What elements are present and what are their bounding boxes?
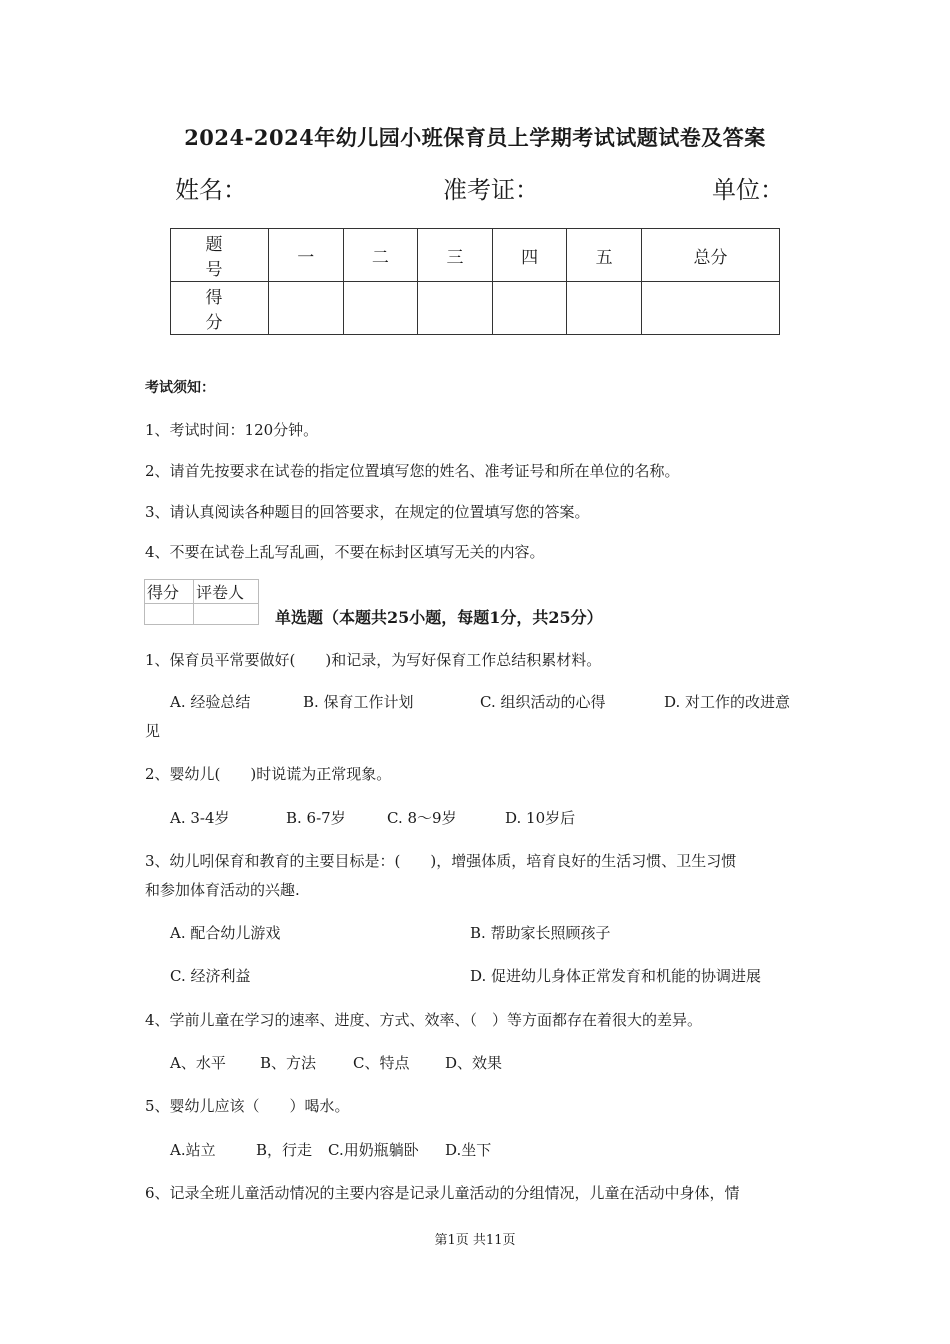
grader-score-cell[interactable] <box>145 604 194 625</box>
score-table-col: 总分 <box>641 229 779 282</box>
notice-item: 4、不要在试卷上乱写乱画，不要在标封区填写无关的内容。 <box>145 543 545 561</box>
score-cell[interactable] <box>641 282 779 335</box>
question-2-option-d[interactable]: D. 10岁后 <box>505 809 576 827</box>
question-4-option-b[interactable]: B、方法 <box>260 1054 317 1072</box>
question-2-option-c[interactable]: C. 8～9岁 <box>387 809 457 827</box>
score-cell[interactable] <box>418 282 493 335</box>
question-4-stem: 4、学前儿童在学习的速率、进度、方式、效率、（ ）等方面都存在着很大的差异。 <box>145 1011 703 1029</box>
score-table-row-label: 得 分 <box>171 282 269 335</box>
grader-name-cell[interactable] <box>194 604 259 625</box>
score-table-col: 一 <box>269 229 344 282</box>
question-3-stem-continued: 和参加体育活动的兴趣. <box>145 881 300 899</box>
page-title: 2024-2024年幼儿园小班保育员上学期考试试题试卷及答案 <box>184 125 766 150</box>
question-6-stem: 6、记录全班儿童活动情况的主要内容是记录儿童活动的分组情况，儿童在活动中身体，情 <box>145 1184 740 1202</box>
question-4-option-c[interactable]: C、特点 <box>353 1054 410 1072</box>
question-5-stem: 5、婴幼儿应该（ ）喝水。 <box>145 1097 350 1115</box>
question-3-option-b[interactable]: B. 帮助家长照顾孩子 <box>470 924 611 942</box>
notice-item: 2、请首先按要求在试卷的指定位置填写您的姓名、准考证号和所在单位的名称。 <box>145 462 680 480</box>
question-3-option-a[interactable]: A. 配合幼儿游戏 <box>170 924 281 942</box>
notice-heading: 考试须知： <box>145 380 215 396</box>
question-5-option-c[interactable]: C.用奶瓶躺卧 <box>328 1141 419 1159</box>
score-table-col: 三 <box>418 229 493 282</box>
question-3-option-d[interactable]: D. 促进幼儿身体正常发育和机能的协调进展 <box>470 967 762 985</box>
question-2-option-a[interactable]: A. 3-4岁 <box>170 809 230 827</box>
score-table-col: 四 <box>492 229 567 282</box>
question-2-stem: 2、婴幼儿( )时说谎为正常现象。 <box>145 765 392 783</box>
section-title: 单选题（本题共25小题，每题1分，共25分） <box>275 608 603 627</box>
notice-item: 1、考试时间：120分钟。 <box>145 421 319 439</box>
score-table-col: 五 <box>567 229 642 282</box>
question-2-option-b[interactable]: B. 6-7岁 <box>286 809 346 827</box>
score-cell[interactable] <box>269 282 344 335</box>
score-table-col: 二 <box>343 229 418 282</box>
score-table-header-row <box>171 229 780 282</box>
name-field-label: 姓名： <box>175 176 247 204</box>
page-footer: 第1页 共11页 <box>434 1233 516 1248</box>
question-4-option-d[interactable]: D、效果 <box>445 1054 503 1072</box>
score-table-row-label: 题 号 <box>171 229 269 282</box>
question-1-option-d[interactable]: D. 对工作的改进意 <box>664 693 791 711</box>
grader-score-label: 得分 <box>145 580 194 604</box>
question-1-option-a[interactable]: A. 经验总结 <box>170 693 251 711</box>
question-1-option-c[interactable]: C. 组织活动的心得 <box>480 693 606 711</box>
grader-name-label: 评卷人 <box>194 580 259 604</box>
notice-item: 3、请认真阅读各种题目的回答要求，在规定的位置填写您的答案。 <box>145 503 590 521</box>
question-1-stem: 1、保育员平常要做好( )和记录，为写好保育工作总结积累材料。 <box>145 651 602 669</box>
question-4-option-a[interactable]: A、水平 <box>170 1054 226 1072</box>
question-1-option-b[interactable]: B. 保育工作计划 <box>303 693 414 711</box>
score-cell[interactable] <box>343 282 418 335</box>
question-5-option-b[interactable]: B，行走 <box>256 1141 313 1159</box>
question-5-option-d[interactable]: D.坐下 <box>445 1141 492 1159</box>
question-3-option-c[interactable]: C. 经济利益 <box>170 967 251 985</box>
question-1-option-d-continued: 见 <box>145 722 161 740</box>
score-table <box>170 228 780 335</box>
question-5-option-a[interactable]: A.站立 <box>170 1141 216 1159</box>
question-3-stem: 3、幼儿吲保育和教育的主要目标是：( )，增强体质，培育良好的生活习惯、卫生习惯 <box>145 852 737 870</box>
exam-id-field-label: 准考证： <box>443 176 539 204</box>
score-cell[interactable] <box>567 282 642 335</box>
score-table-score-row <box>171 282 780 335</box>
unit-field-label: 单位： <box>712 176 784 204</box>
grader-box <box>144 579 259 625</box>
score-cell[interactable] <box>492 282 567 335</box>
